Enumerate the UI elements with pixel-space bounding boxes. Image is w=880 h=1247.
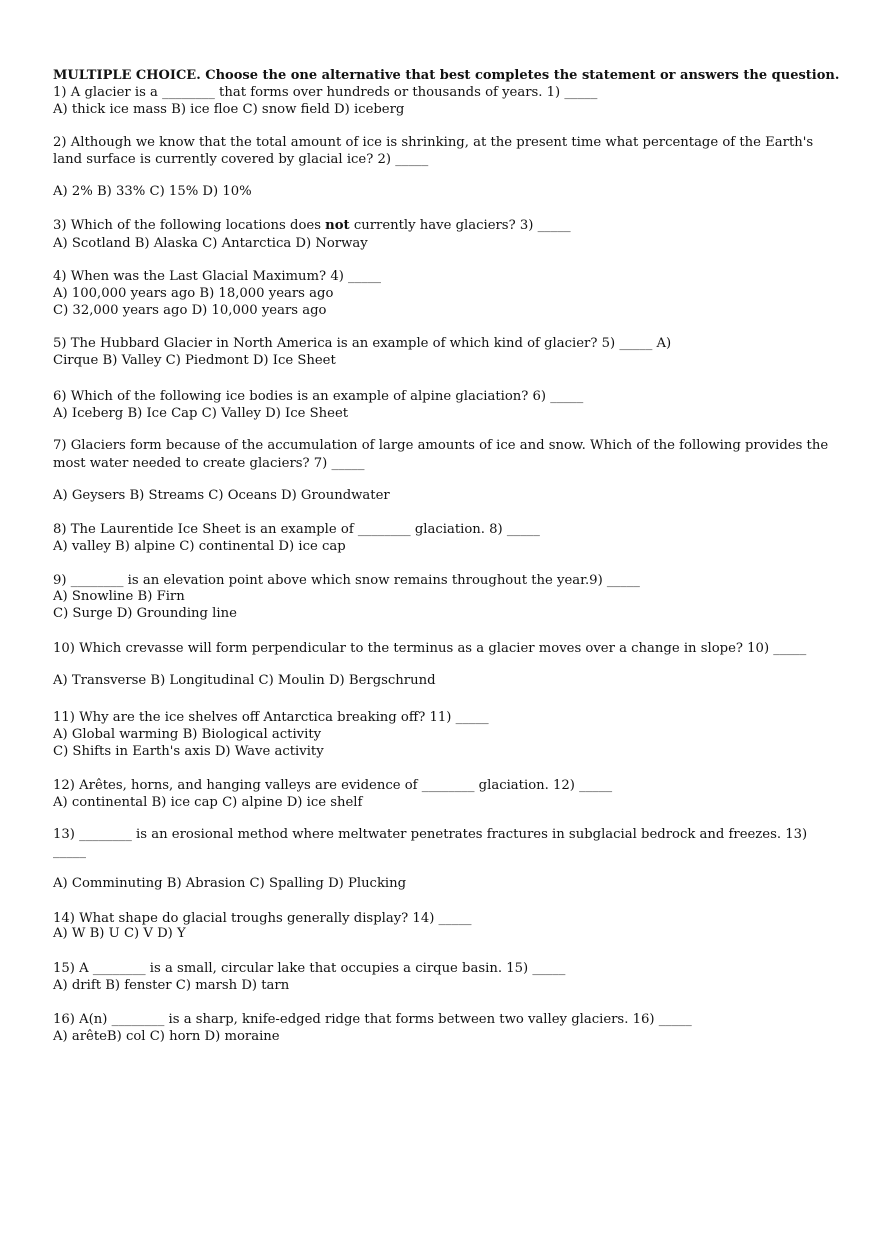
question-16-stem: 16) A(n) ________ is a sharp, knife-edged ridge that forms between two valley glaciers. 16) _____: [53, 1012, 692, 1027]
question-3-stem-start: 3) Which of the following locations does: [53, 218, 326, 233]
question-15-options: A) drift B) fenster C) marsh D) tarn: [53, 978, 290, 993]
question-2-options: A) 2% B) 33% C) 15% D) 10%: [53, 184, 252, 199]
question-10-options: A) Transverse B) Longitudinal C) Moulin D) Bergschrund: [53, 673, 436, 688]
question-14-options: A) W B) U C) V D) Y: [53, 926, 186, 941]
question-4-options-1: A) 100,000 years ago B) 18,000 years ago: [53, 286, 334, 301]
question-15-stem: 15) A ________ is a small, circular lake that occupies a cirque basin. 15) _____: [53, 961, 566, 976]
question-3-stem: [53, 217, 571, 234]
question-12-stem: 12) Arêtes, horns, and hanging valleys are evidence of ________ glaciation. 12) _____: [53, 778, 613, 793]
question-9-options-1: A) Snowline B) Firn: [53, 589, 185, 604]
question-4-options-2: C) 32,000 years ago D) 10,000 years ago: [53, 303, 327, 318]
question-13-options: A) Comminuting B) Abrasion C) Spalling D) Plucking: [53, 876, 407, 891]
question-5-options: Cirque B) Valley C) Piedmont D) Ice Sheet: [53, 353, 336, 368]
question-7-stem: 7) Glaciers form because of the accumulation of large amounts of ice and snow. Which of the following provides the: [53, 438, 829, 453]
question-7-stem-cont: most water needed to create glaciers? 7) _____: [53, 456, 365, 471]
question-11-stem: 11) Why are the ice shelves off Antarctica breaking off? 11) _____: [53, 710, 489, 725]
question-1-options: A) thick ice mass B) ice floe C) snow field D) iceberg: [53, 102, 405, 117]
question-9-options-2: C) Surge D) Grounding line: [53, 606, 237, 621]
question-14-stem: 14) What shape do glacial troughs generally display? 14) _____: [53, 911, 472, 926]
question-1-stem: 1) A glacier is a ________ that forms over hundreds or thousands of years. 1) _____: [53, 85, 598, 100]
question-4-stem: 4) When was the Last Glacial Maximum? 4) _____: [53, 269, 382, 284]
question-10-stem: 10) Which crevasse will form perpendicular to the terminus as a glacier moves over a change in slope? 10) _____: [53, 641, 807, 656]
question-3-options: A) Scotland B) Alaska C) Antarctica D) Norway: [53, 236, 368, 251]
question-5-stem: 5) The Hubbard Glacier in North America is an example of which kind of glacier? 5) _____ A): [53, 336, 672, 351]
question-3-emphasis: not: [325, 218, 350, 233]
question-9-stem: 9) ________ is an elevation point above which snow remains throughout the year.9) _____: [53, 573, 640, 588]
question-3-stem-end: currently have glaciers? 3) _____: [349, 218, 571, 233]
question-6-stem: 6) Which of the following ice bodies is an example of alpine glaciation? 6) _____: [53, 389, 584, 404]
question-13-answer-blank: _____: [53, 844, 86, 859]
question-11-options-1: A) Global warming B) Biological activity: [53, 727, 322, 742]
question-6-options: A) Iceberg B) Ice Cap C) Valley D) Ice Sheet: [53, 406, 349, 421]
question-13-stem: 13) ________ is an erosional method where meltwater penetrates fractures in subglacial bedrock and freezes. 13): [53, 827, 808, 842]
question-12-options: A) continental B) ice cap C) alpine D) ice shelf: [53, 795, 363, 810]
question-2-stem-cont: land surface is currently covered by glacial ice? 2) _____: [53, 152, 429, 167]
question-8-options: A) valley B) alpine C) continental D) ice cap: [53, 539, 346, 554]
question-2-stem: 2) Although we know that the total amount of ice is shrinking, at the present time what percentage of the Earth's: [53, 135, 814, 150]
question-11-options-2: C) Shifts in Earth's axis D) Wave activity: [53, 744, 324, 759]
question-8-stem: 8) The Laurentide Ice Sheet is an example of ________ glaciation. 8) _____: [53, 522, 540, 537]
question-7-options: A) Geysers B) Streams C) Oceans D) Groundwater: [53, 488, 390, 503]
instructions-heading: MULTIPLE CHOICE. Choose the one alternative that best completes the statement or answers the question.: [53, 68, 840, 83]
question-16-options: A) arêteB) col C) horn D) moraine: [53, 1029, 280, 1044]
